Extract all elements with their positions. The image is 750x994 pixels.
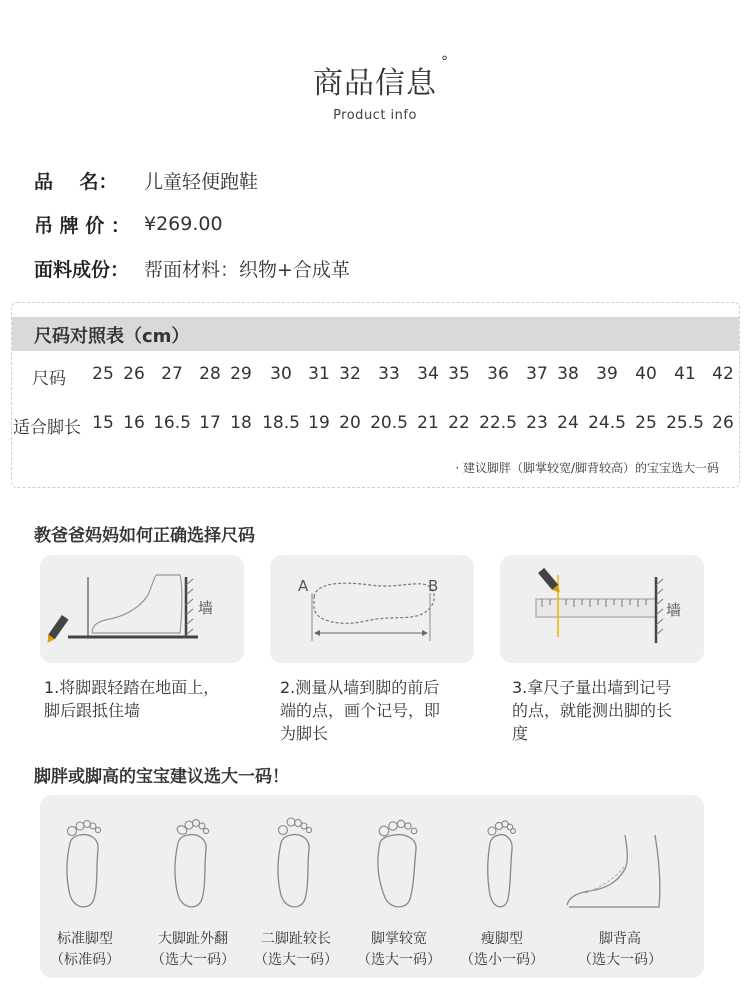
size-cell: 30 (270, 364, 292, 384)
size-chart-header (12, 317, 739, 351)
foot-type-name: 瘦脚型 (481, 931, 523, 947)
foot-type-suggestion: （选大一码） (578, 952, 662, 968)
point-b-label: B (428, 577, 439, 595)
info-row-price (34, 202, 350, 246)
info-value: 帮面材料：织物+合成革 (144, 258, 350, 281)
info-row-material (34, 246, 350, 290)
foot-length-row (12, 413, 739, 437)
size-cell: 33 (378, 364, 400, 384)
heel-wall-icon (40, 555, 244, 663)
size-cell: 28 (199, 364, 221, 384)
size-cell: 36 (487, 364, 509, 384)
foot-type-standard (30, 795, 140, 978)
foot-length-cell: 23 (526, 413, 548, 433)
size-cell: 38 (557, 364, 579, 384)
page-subtitle: Product info (333, 108, 417, 123)
size-cell: 26 (123, 364, 145, 384)
point-a-label: A (298, 577, 309, 595)
step-line: 3.拿尺子量出墙到记号 (512, 678, 672, 697)
size-cell: 31 (308, 364, 330, 384)
foot-length-cell: 18.5 (262, 413, 300, 433)
foot-length-cell: 26 (712, 413, 734, 433)
step-line: 端的点，画个记号，即 (280, 701, 441, 720)
info-value: 儿童轻便跑鞋 (144, 170, 259, 193)
size-row-label: 尺码 (32, 369, 66, 389)
foot-outline-icon (270, 555, 474, 663)
size-chart (11, 302, 740, 488)
step-1-text (44, 676, 219, 722)
slim-foot-icon (447, 813, 557, 923)
guide-title: 教爸爸妈妈如何正确选择尺码 (34, 526, 255, 546)
size-cell: 29 (230, 364, 252, 384)
foot-type-name: 二脚趾较长 (261, 931, 331, 947)
foot-length-cell: 22 (448, 413, 470, 433)
foot-length-cell: 22.5 (479, 413, 517, 433)
step2-illustration (270, 555, 474, 663)
wall-label: 墙 (198, 599, 214, 617)
step-line: 脚后跟抵住墙 (44, 701, 141, 720)
size-cell: 39 (596, 364, 618, 384)
foot-type-name: 脚掌较宽 (371, 931, 427, 947)
size-cell: 42 (712, 364, 734, 384)
standard-foot-icon (30, 813, 140, 923)
bunion-foot-icon (138, 813, 248, 923)
size-row (12, 364, 739, 388)
foot-type-long-second-toe (241, 795, 351, 978)
foot-length-cell: 19 (308, 413, 330, 433)
step1-illustration (40, 555, 244, 663)
ruler-icon (500, 555, 704, 663)
size-cell: 27 (161, 364, 183, 384)
foot-length-cell: 25.5 (666, 413, 704, 433)
long-second-toe-foot-icon (241, 813, 351, 923)
info-label: 面料成份： (34, 258, 130, 281)
foot-length-cell: 25 (635, 413, 657, 433)
foot-type-slim (447, 795, 557, 978)
foot-type-suggestion: （选大一码） (254, 952, 338, 968)
page-header (0, 54, 750, 123)
step-line: 1.将脚跟轻踏在地面上， (44, 678, 220, 697)
foot-type-bunion (138, 795, 248, 978)
foot-type-wide (344, 795, 454, 978)
foot-type-suggestion: （选小一码） (460, 952, 544, 968)
step-3-text (512, 676, 672, 745)
size-chart-title: 尺码对照表（cm） (34, 326, 190, 347)
high-instep-foot-icon (565, 813, 675, 923)
foot-length-cell: 17 (199, 413, 221, 433)
foot-length-cell: 16 (123, 413, 145, 433)
foot-length-cell: 20 (339, 413, 361, 433)
size-cell: 34 (417, 364, 439, 384)
size-cell: 41 (674, 364, 696, 384)
size-cell: 25 (92, 364, 114, 384)
step-line: 2.测量从墙到脚的前后 (280, 678, 440, 697)
info-value: ¥269.00 (144, 213, 223, 235)
foot-type-name: 大脚趾外翻 (158, 931, 228, 947)
foot-length-cell: 21 (417, 413, 439, 433)
wide-foot-icon (344, 813, 454, 923)
wall-label: 墙 (666, 601, 682, 619)
size-cell: 37 (526, 364, 548, 384)
foot-length-cell: 18 (230, 413, 252, 433)
foot-length-cell: 24 (557, 413, 579, 433)
info-row-name (34, 158, 350, 202)
product-info (34, 158, 350, 290)
foot-type-name: 脚背高 (599, 931, 641, 947)
size-cell: 40 (635, 364, 657, 384)
size-cell: 32 (339, 364, 361, 384)
info-label: 吊 牌 价 ： (34, 214, 130, 237)
foot-type-suggestion: （选大一码） (357, 952, 441, 968)
foot-type-suggestion: （标准码） (50, 952, 120, 968)
page-title (313, 54, 449, 102)
step-line: 度 (512, 724, 529, 743)
foot-length-cell: 24.5 (588, 413, 626, 433)
size-note: · 建议脚胖（脚掌较宽/脚背较高）的宝宝选大一码 (455, 461, 719, 475)
degree-mark: ° (441, 54, 449, 70)
foot-type-high-instep (565, 795, 675, 978)
foot-length-row-label: 适合脚长 (13, 418, 81, 438)
step-line: 的点，就能测出脚的长 (512, 701, 673, 720)
foot-length-cell: 16.5 (153, 413, 191, 433)
info-label: 品 名： (34, 170, 118, 193)
step-line: 为脚长 (280, 724, 329, 743)
size-cell: 35 (448, 364, 470, 384)
page-title-text: 商品信息 (313, 66, 437, 101)
foot-length-cell: 20.5 (370, 413, 408, 433)
step-2-text (280, 676, 440, 745)
foot-length-cell: 15 (92, 413, 114, 433)
foot-types-panel (40, 795, 704, 978)
foot-types-title: 脚胖或脚高的宝宝建议选大一码！ (34, 767, 289, 787)
foot-type-suggestion: （选大一码） (151, 952, 235, 968)
foot-type-name: 标准脚型 (57, 931, 113, 947)
step3-illustration (500, 555, 704, 663)
